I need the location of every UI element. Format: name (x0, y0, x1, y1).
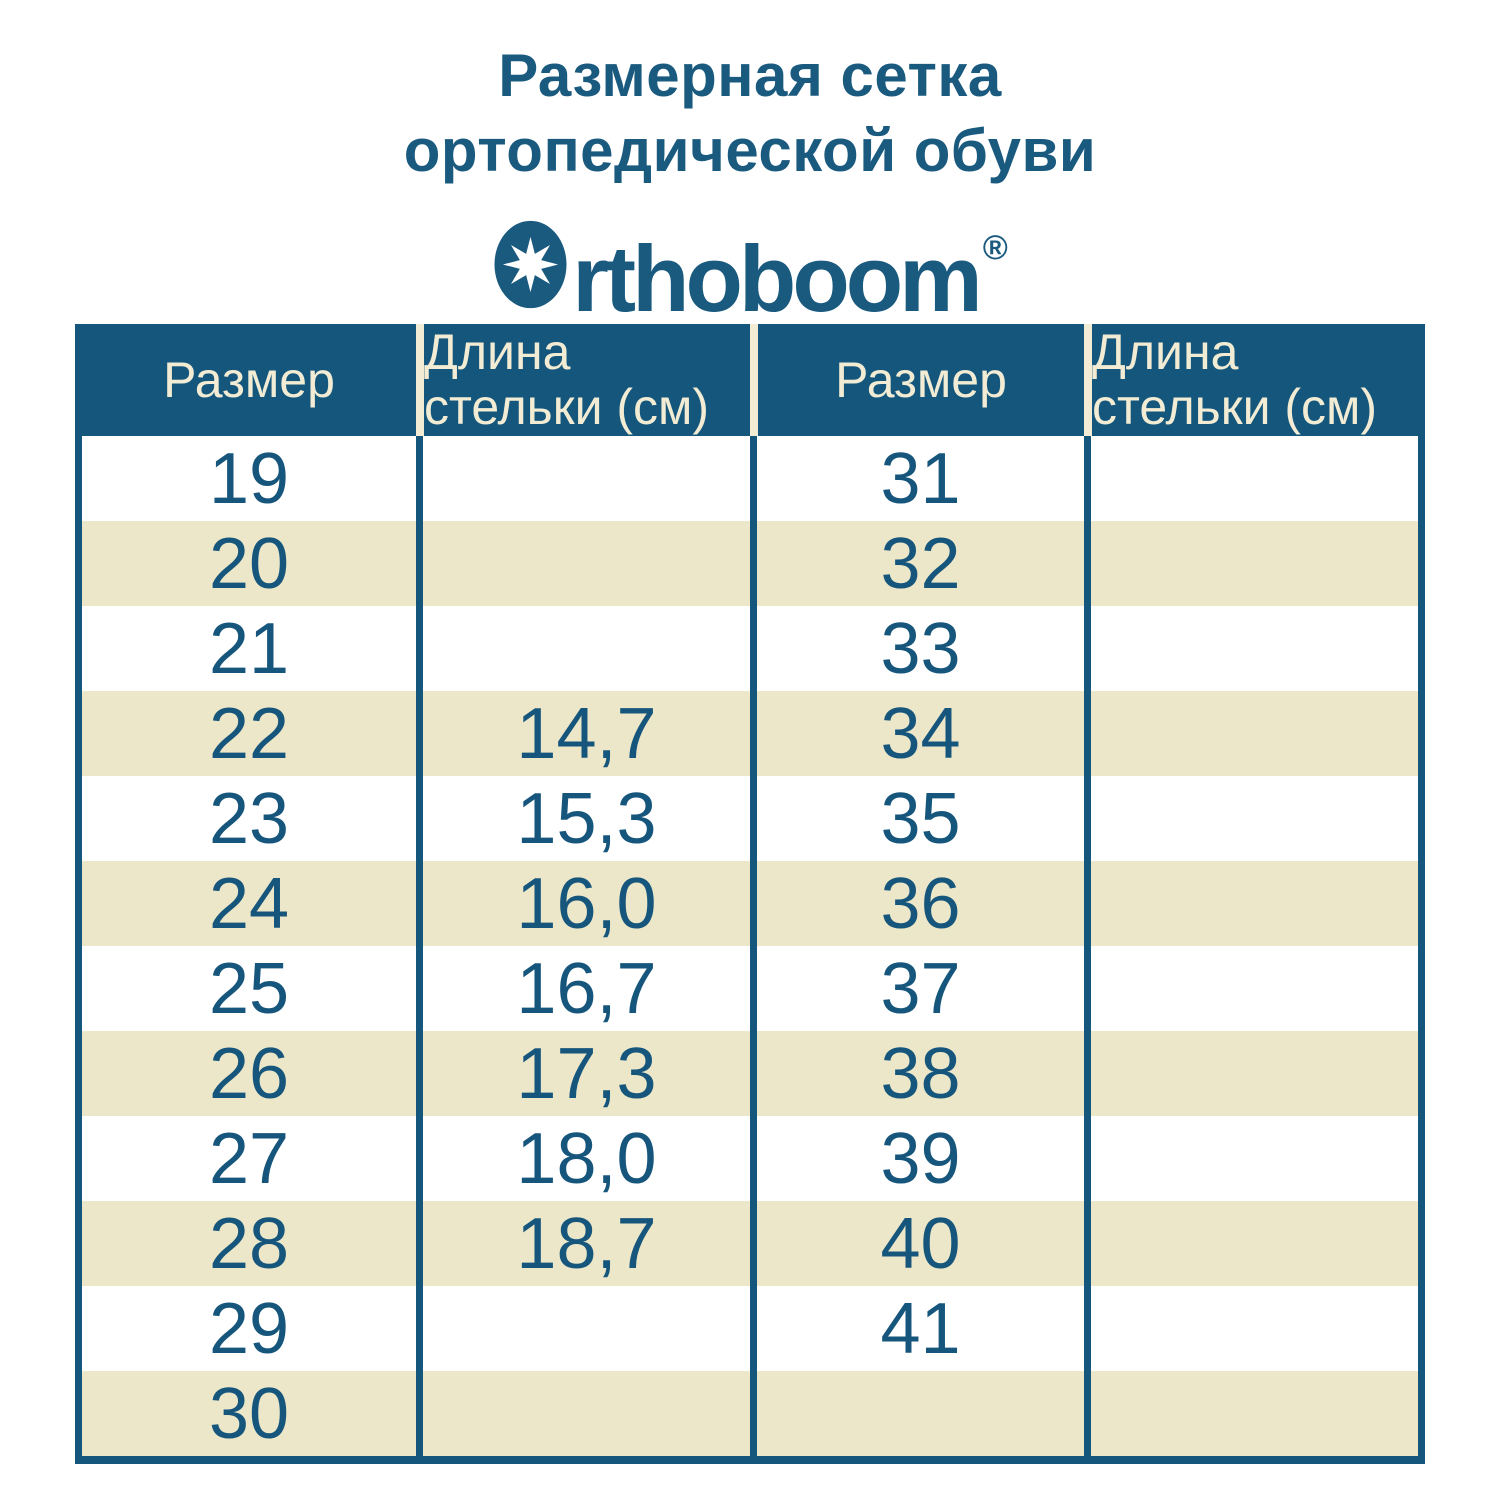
page-header (0, 0, 1500, 331)
size-cell: 34 (750, 691, 1084, 776)
size-cell: 25 (208, 948, 290, 1029)
insole-cell (416, 521, 750, 606)
table-row (82, 946, 1418, 1031)
header-size-left: Размер (82, 324, 416, 436)
size-cell: 22 (82, 691, 416, 776)
insole-cell (1084, 1286, 1418, 1371)
size-cell: 26 (82, 1031, 416, 1116)
size-cell: 31 (750, 436, 1084, 521)
table-row (82, 1201, 1418, 1286)
size-cell: 20 (82, 521, 416, 606)
size-cell: 19 (208, 438, 290, 519)
insole-cell (1084, 1201, 1418, 1286)
insole-cell (1084, 436, 1418, 521)
size-chart-header (82, 324, 1418, 436)
orthoboom-logo (0, 198, 1500, 331)
insole-cell (1084, 946, 1418, 1031)
table-row (82, 691, 1418, 776)
insole-cell: 16,7 (416, 946, 750, 1031)
table-row (82, 1286, 1418, 1371)
size-cell: 21 (208, 608, 290, 689)
insole-cell (1084, 776, 1418, 861)
insole-cell (416, 436, 750, 521)
size-chart-container (75, 324, 1425, 1464)
size-chart-table (75, 324, 1425, 1464)
size-cell: 38 (750, 1031, 1084, 1116)
insole-cell (1084, 1371, 1418, 1456)
table-row (82, 1371, 1418, 1456)
size-cell: 28 (82, 1201, 416, 1286)
insole-cell: 17,3 (416, 1031, 750, 1116)
insole-cell: 15,3 (416, 776, 750, 861)
insole-cell (416, 1371, 750, 1456)
size-cell: 32 (750, 521, 1084, 606)
orthoboom-logo-text: rthoboom (572, 226, 979, 331)
size-cell: 33 (750, 606, 1084, 691)
size-cell: 23 (208, 778, 290, 859)
size-cell: 29 (208, 1288, 290, 1369)
table-row (82, 606, 1418, 691)
insole-cell (1084, 691, 1418, 776)
size-cell: 30 (82, 1371, 416, 1456)
size-cell: 36 (750, 861, 1084, 946)
insole-cell (416, 606, 750, 691)
insole-cell: 14,7 (416, 691, 750, 776)
header-insole-right (1084, 324, 1418, 436)
insole-cell (416, 1286, 750, 1371)
page-title-line-1: Размерная сетка (498, 42, 1002, 109)
size-cell: 41 (750, 1286, 1084, 1371)
header-insole-left-line1: Длина (424, 324, 571, 380)
header-insole-left-line2: стельки (см) (424, 379, 710, 435)
insole-cell (1084, 606, 1418, 691)
size-cell: 39 (750, 1116, 1084, 1201)
table-row (82, 1116, 1418, 1201)
insole-cell (1084, 1116, 1418, 1201)
header-row (82, 324, 1418, 436)
header-insole-right-line2: стельки (см) (1092, 379, 1378, 435)
table-row (82, 776, 1418, 861)
header-insole-left (416, 324, 750, 436)
orthoboom-o-star-icon (492, 217, 569, 312)
size-cell (750, 1371, 1084, 1456)
table-row (82, 521, 1418, 606)
page-title-line-2: ортопедической обуви (403, 117, 1097, 184)
size-cell: 40 (750, 1201, 1084, 1286)
insole-cell: 16,0 (416, 861, 750, 946)
size-chart-body (82, 436, 1418, 1456)
insole-cell (1084, 861, 1418, 946)
size-cell: 35 (750, 776, 1084, 861)
insole-cell: 18,0 (416, 1116, 750, 1201)
insole-cell: 18,7 (416, 1201, 750, 1286)
table-row (82, 436, 1418, 521)
insole-cell (1084, 521, 1418, 606)
table-row (82, 1031, 1418, 1116)
size-cell: 37 (750, 946, 1084, 1031)
registered-trademark: ® (982, 229, 1008, 267)
size-cell: 27 (208, 1118, 290, 1199)
size-cell: 24 (82, 861, 416, 946)
insole-cell (1084, 1031, 1418, 1116)
header-insole-right-line1: Длина (1092, 324, 1239, 380)
header-size-right: Размер (750, 324, 1084, 436)
table-row (82, 861, 1418, 946)
